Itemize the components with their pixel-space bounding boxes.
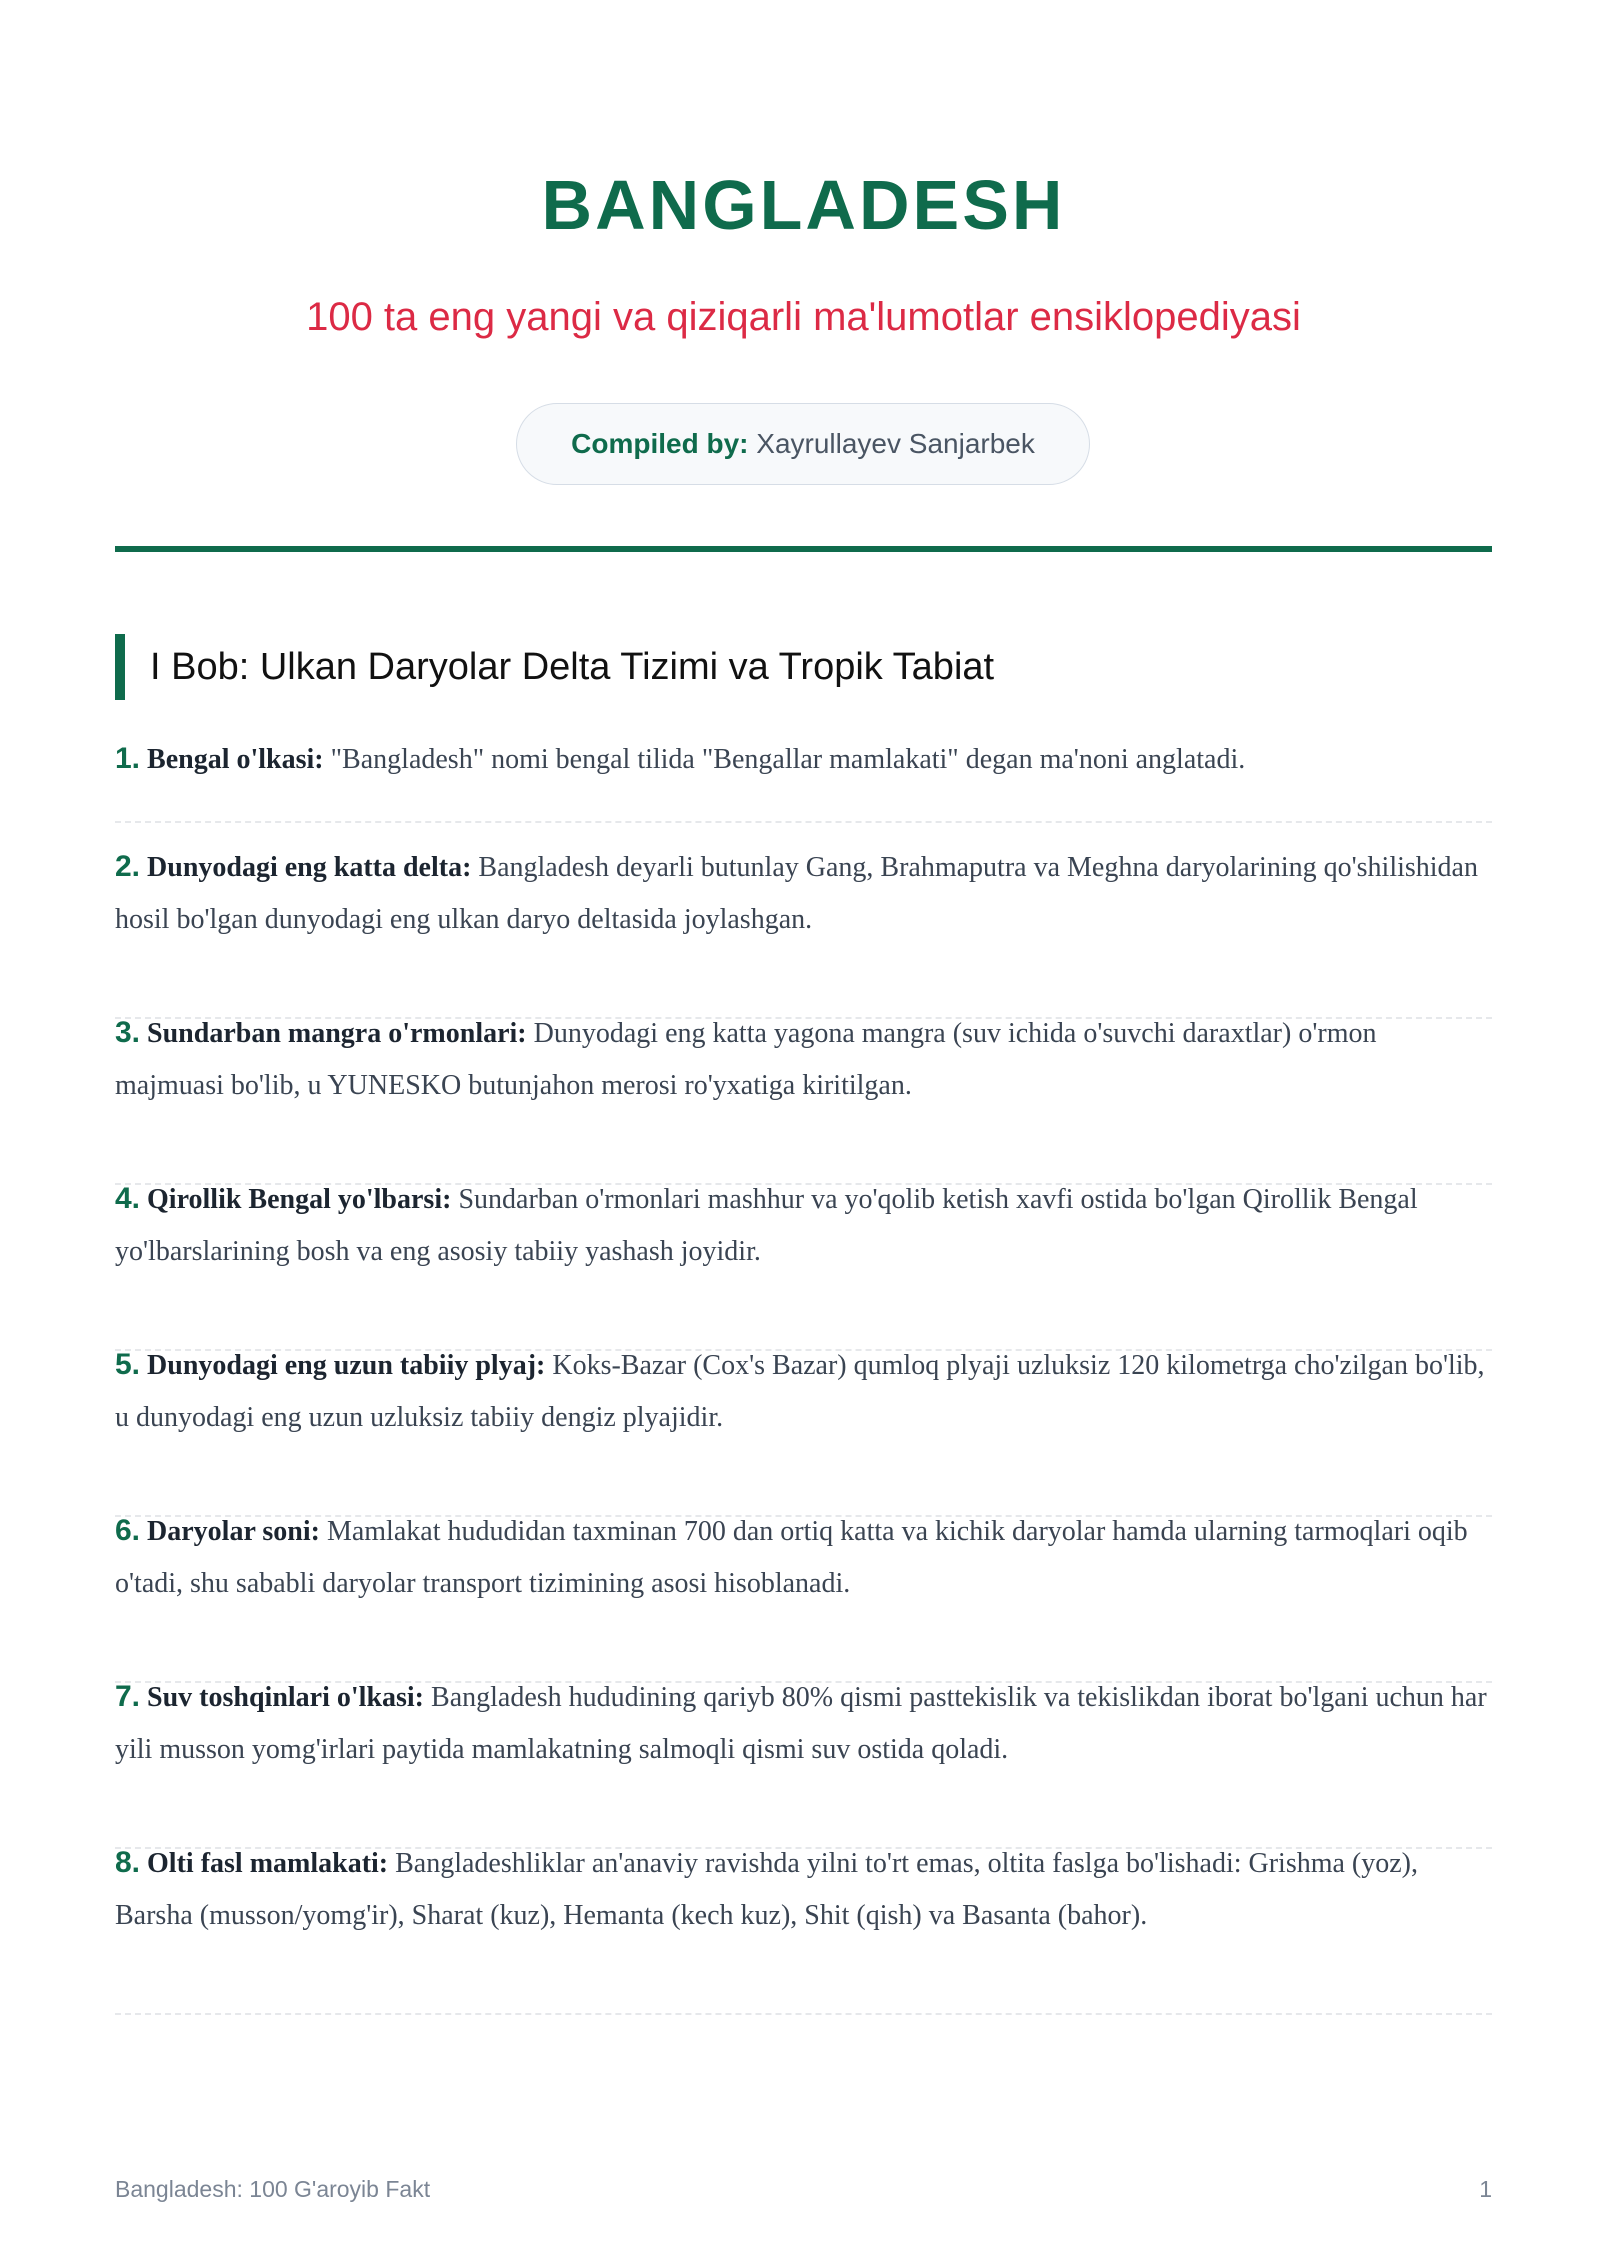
- page-number: 1: [1479, 2176, 1492, 2202]
- fact-item: [115, 1182, 1492, 1351]
- fact-term: Suv toshqinlari o'lkasi:: [147, 1682, 425, 1713]
- fact-term: Olti fasl mamlakati:: [147, 1848, 389, 1879]
- fact-term: Dunyodagi eng katta delta:: [147, 852, 472, 883]
- fact-item: [115, 1680, 1492, 1849]
- fact-item: [115, 1514, 1492, 1683]
- author-name: Xayrullayev Sanjarbek: [756, 428, 1035, 459]
- page-subtitle: 100 ta eng yangi va qiziqarli ma'lumotlar ensiklopediyasi: [306, 295, 1301, 339]
- fact-text: Koks-Bazar (Cox's Bazar) qumloq plyaji uzluksiz 120 kilometrga cho'zilgan bo'lib, u dunyodagi eng uzun uzluksiz tabiiy dengiz plyajidir.: [115, 1350, 1485, 1433]
- fact-term: Daryolar soni:: [147, 1516, 320, 1547]
- fact-item: [115, 742, 1492, 823]
- fact-number: 3.: [115, 1016, 141, 1049]
- fact-term: Qirollik Bengal yo'lbarsi:: [147, 1184, 452, 1215]
- fact-term: Bengal o'lkasi:: [147, 744, 324, 775]
- footer-title: Bangladesh: 100 G'aroyib Fakt: [115, 2176, 431, 2202]
- fact-number: 5.: [115, 1348, 141, 1381]
- author-label: Compiled by:: [571, 428, 749, 459]
- fact-item: [115, 1846, 1492, 2015]
- facts-list: [115, 742, 1492, 2015]
- fact-number: 6.: [115, 1514, 141, 1547]
- fact-text: Bangladeshliklar an'anaviy ravishda yilni to'rt emas, oltita faslga bo'lishadi: Grishma (yoz), Barsha (musson/yomg'ir), Sharat (kuz), Hemanta (kech kuz), Shit (qish) va Basanta (bahor).: [115, 1848, 1418, 1931]
- fact-text: Bangladesh hududining qariyb 80% qismi pasttekislik va tekislikdan iborat bo'lgani uchun har yili musson yomg'irlari paytida mamlakatning salmoqli qismi suv ostida qoladi.: [115, 1682, 1487, 1765]
- fact-text: Dunyodagi eng katta yagona mangra (suv ichida o'suvchi daraxtlar) o'rmon majmuasi bo'lib, u YUNESKO butunjahon merosi ro'yxatiga kiritilgan.: [115, 1018, 1377, 1101]
- fact-text: Mamlakat hududidan taxminan 700 dan ortiq katta va kichik daryolar hamda ularning tarmoqlari oqib o'tadi, shu sababli daryolar transport tizimining asosi hisoblanadi.: [115, 1516, 1468, 1599]
- fact-number: 2.: [115, 850, 141, 883]
- fact-item: [115, 1016, 1492, 1185]
- header-divider: [115, 546, 1492, 552]
- fact-item: [115, 1348, 1492, 1517]
- fact-term: Sundarban mangra o'rmonlari:: [147, 1018, 527, 1049]
- fact-term: Dunyodagi eng uzun tabiiy plyaj:: [147, 1350, 546, 1381]
- author-badge: [516, 403, 1090, 485]
- chapter-heading: I Bob: Ulkan Daryolar Delta Tizimi va Tropik Tabiat: [115, 634, 994, 700]
- fact-text: "Bangladesh" nomi bengal tilida "Bengallar mamlakati" degan ma'noni anglatadi.: [330, 744, 1246, 775]
- fact-text: Bangladesh deyarli butunlay Gang, Brahmaputra va Meghna daryolarining qo'shilishidan hosil bo'lgan dunyodagi eng ulkan daryo deltasida joylashgan.: [115, 852, 1478, 935]
- fact-number: 1.: [115, 742, 141, 775]
- page-title: BANGLADESH: [541, 166, 1066, 244]
- fact-number: 7.: [115, 1680, 141, 1713]
- fact-number: 8.: [115, 1846, 141, 1879]
- fact-item: [115, 850, 1492, 1019]
- fact-number: 4.: [115, 1182, 141, 1215]
- fact-text: Sundarban o'rmonlari mashhur va yo'qolib ketish xavfi ostida bo'lgan Qirollik Bengal yo'lbarslarining bosh va eng asosiy tabiiy yashash joyidir.: [115, 1184, 1418, 1267]
